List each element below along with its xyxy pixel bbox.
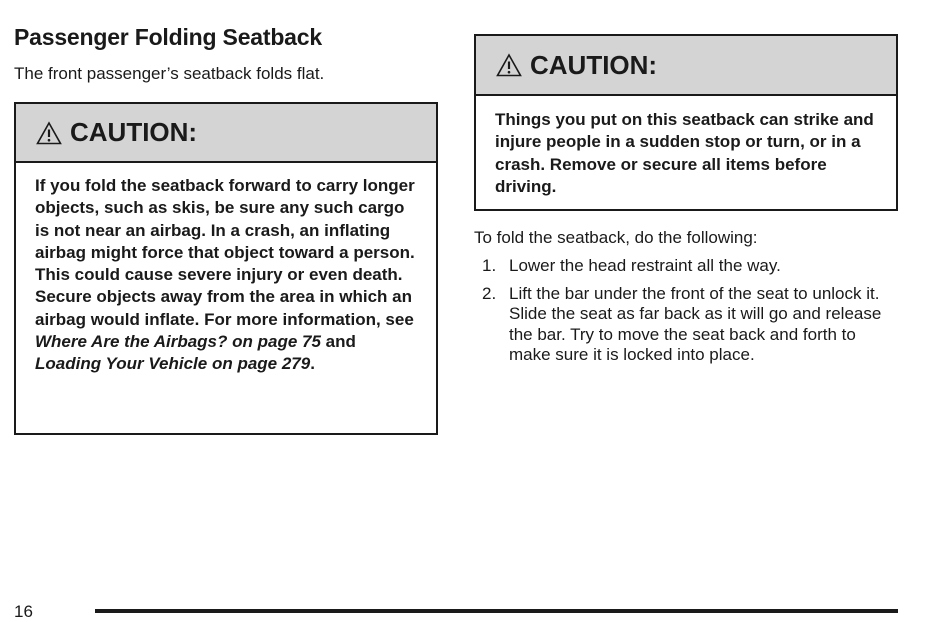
- caution-text: Things you put on this seatback can strike and injure people in a sudden stop or turn, or in a crash. Remove or secure all items before driving.: [495, 110, 874, 196]
- conjunction-text: and: [320, 332, 356, 352]
- caution-box-seatback-items: [474, 34, 898, 211]
- step-text: Lower the head restraint all the way.: [509, 256, 781, 275]
- caution-title: CAUTION:: [530, 49, 658, 80]
- sentence-end: .: [310, 354, 315, 374]
- caution-text-main: If you fold the seatback forward to carry longer objects, such as skis, be sure any such cargo is not near an airbag. In a crash, an inflating airbag might force that object toward a person. This could cause severe injury or even death. Secure objects away from the area in which an airbag would inflate. For more information, see: [35, 176, 415, 329]
- footer-rule: [95, 609, 898, 613]
- caution-title: CAUTION:: [70, 117, 198, 147]
- loading-vehicle-reference: Loading Your Vehicle on page 279: [35, 354, 311, 374]
- list-item: [482, 256, 882, 277]
- caution-header: [476, 36, 896, 96]
- intro-text: The front passenger’s seatback folds flat.: [14, 64, 325, 83]
- warning-triangle-icon: [496, 53, 522, 77]
- step-text: Lift the bar under the front of the seat to unlock it. Slide the seat as far back as it will go and release the bar. Try to move the seat back and forth to make sure it is locked into place.: [509, 283, 882, 364]
- caution-box-airbag: [14, 102, 438, 435]
- page-number: 16: [14, 602, 33, 621]
- caution-body: [476, 96, 896, 198]
- procedure-intro: To fold the seatback, do the following:: [474, 228, 758, 247]
- warning-triangle-icon: [36, 121, 62, 145]
- list-item: [482, 284, 882, 366]
- airbags-reference: Where Are the Airbags? on page 75: [35, 332, 321, 352]
- section-heading: Passenger Folding Seatback: [14, 24, 322, 50]
- caution-text: [35, 175, 416, 376]
- caution-header: [16, 104, 436, 163]
- step-number: 1.: [482, 256, 497, 275]
- step-number: 2.: [482, 283, 497, 303]
- caution-body: [16, 163, 436, 376]
- procedure-steps: [482, 256, 882, 373]
